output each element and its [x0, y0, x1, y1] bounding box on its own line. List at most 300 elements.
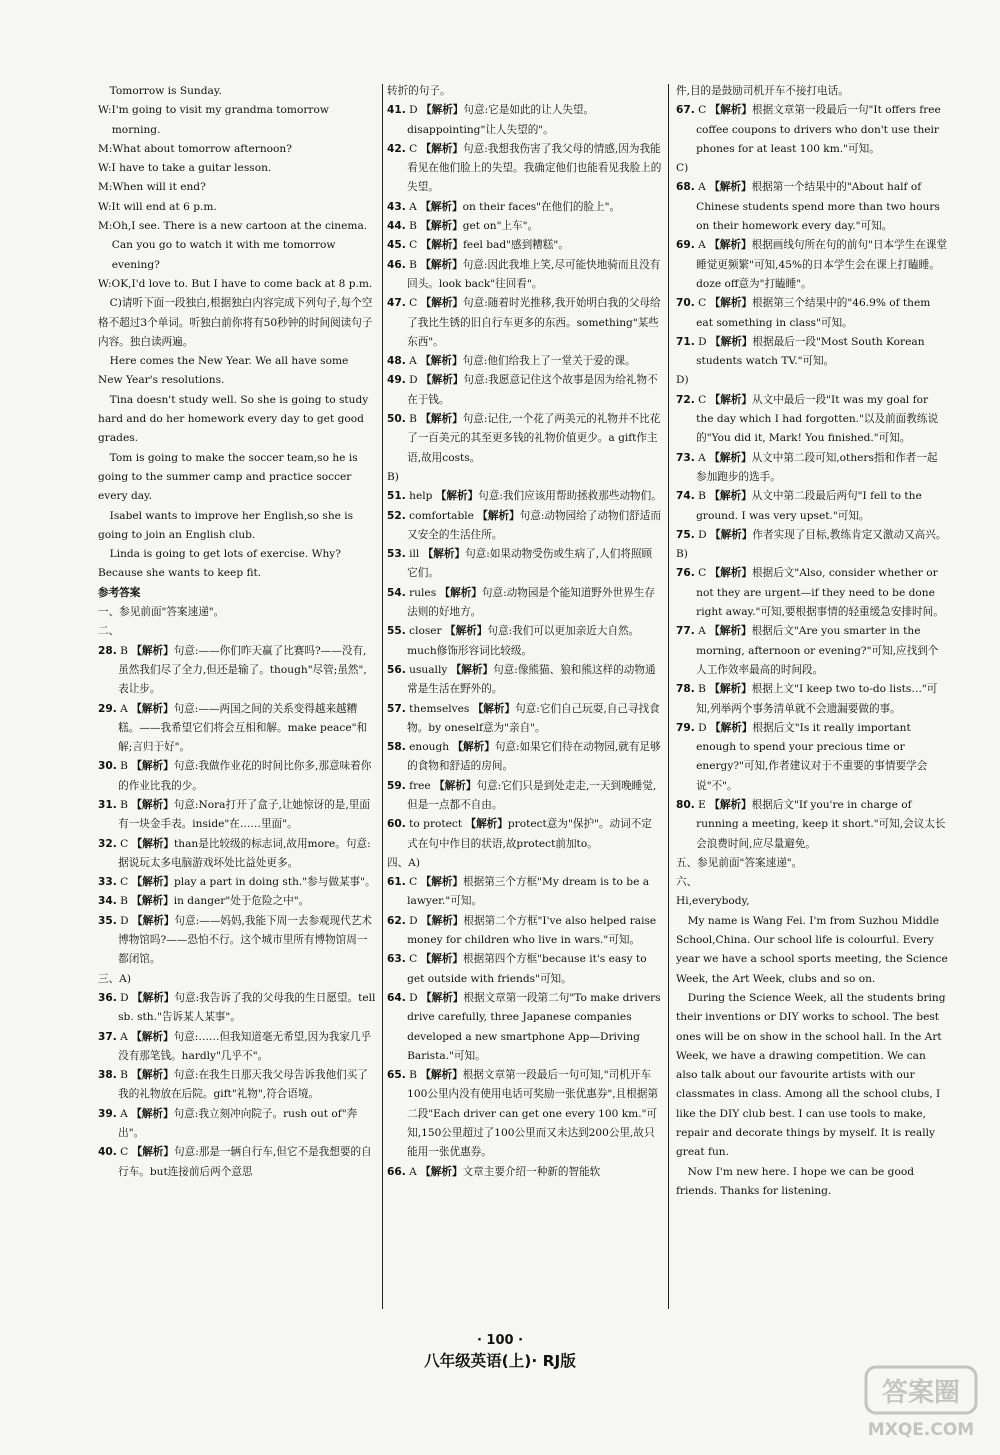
analysis-text: 句意:那是一辆自行车,但它不是我想要的自行车。but连接前后两个意思 — [118, 1146, 372, 1178]
analysis-text: 根据第三个方框"My dream is to be a lawyer."可知。 — [407, 876, 650, 908]
answer-entry — [387, 487, 662, 506]
answer-key: B — [409, 258, 417, 271]
question-number: 74. — [676, 490, 695, 503]
answer-key: A — [409, 355, 417, 368]
analysis-text: 句意:我想我伤害了我父母的情感,因为我能看见在他们脸上的失望。我确定他们也能看见我脸上的失望。 — [407, 142, 662, 194]
analysis-tag: 【解析】 — [709, 490, 752, 503]
question-number: 40. — [98, 1146, 117, 1159]
answer-entry — [387, 256, 662, 295]
analysis-tag: 【解析】 — [131, 1069, 174, 1082]
question-number: 51. — [387, 490, 406, 503]
question-number: 35. — [98, 914, 117, 927]
question-number: 50. — [387, 413, 406, 426]
analysis-text: in danger"处于危险之中"。 — [173, 895, 310, 908]
analysis-text: 句意:如果它们待在动物园,就有足够的食物和舒适的房间。 — [407, 741, 661, 773]
answer-key: C — [698, 104, 707, 117]
analysis-tag: 【解析】 — [434, 779, 477, 792]
answer-entry — [387, 507, 662, 546]
answer-key: E — [698, 798, 706, 811]
section-label: 四、A) — [387, 856, 420, 869]
analysis-tag: 【解析】 — [132, 914, 175, 927]
answer-list — [98, 642, 376, 1182]
question-number: 31. — [98, 798, 117, 811]
analysis-text: 文章主要介绍一种新的智能软 — [462, 1165, 601, 1178]
section-label: 二、 — [98, 625, 120, 638]
answer-key: A — [698, 451, 706, 464]
answer-key: D — [409, 991, 418, 1004]
analysis-text: 根据文章第一段最后一句"It offers free coffee coupons to drivers who don't use their phones for at least 100 km."可知。 — [696, 104, 941, 155]
answer-entry — [676, 680, 948, 719]
dialogue-line: W:OK,I'd love to. But I have to come back at 8 p.m. — [98, 277, 373, 290]
question-number: 49. — [387, 374, 406, 387]
question-number: 33. — [98, 876, 117, 889]
answer-key: ill — [409, 548, 420, 561]
answer-key: to protect — [409, 818, 463, 831]
answer-key: C — [120, 1146, 129, 1159]
analysis-tag: 【解析】 — [472, 702, 516, 715]
column-left — [98, 82, 376, 1182]
section-instruction: C)请听下面一段独白,根据独白内容完成下列句子,每个空格不超过3个单词。听独白前你将有50秒钟的时间阅读句子内容。独白读两遍。 — [98, 297, 373, 348]
analysis-tag: 【解析】 — [420, 413, 463, 426]
answer-key: C — [409, 297, 418, 310]
answer-list — [676, 564, 948, 853]
question-number: 44. — [387, 220, 406, 233]
watermark-text-top: 答案圈 — [881, 1378, 961, 1408]
answer-key: rules — [409, 586, 437, 599]
essay-paragraph: My name is Wang Fei. I'm from Suzhou Middle School,China. Our school life is colourful. Every year we have a school sports meeting, the Science Week, the Art Week, clubs and so on. — [676, 914, 948, 985]
analysis-tag: 【解析】 — [710, 721, 753, 734]
analysis-tag: 【解析】 — [465, 818, 508, 831]
answer-entry — [98, 642, 376, 700]
analysis-text: protect意为"保护"。动词不定式在句中作目的状语,故protect前加to。 — [407, 818, 652, 850]
answer-key: A — [120, 702, 128, 715]
answer-key: A — [409, 1165, 417, 1178]
analysis-text: 句意:我愿意记住这个故事是因为给礼物不在于钱。 — [407, 374, 658, 406]
answer-key: B — [120, 895, 128, 908]
question-number: 42. — [387, 142, 406, 155]
analysis-text: play a part in doing sth."参与做某事"。 — [174, 876, 376, 889]
analysis-text: on their faces"在他们的脸上"。 — [462, 200, 621, 213]
analysis-text: 句意:它们只是到处走走,一天到晚睡觉,但是一点都不自由。 — [407, 779, 657, 811]
answer-entry — [387, 661, 662, 700]
answer-list — [676, 178, 948, 371]
answer-key: B — [698, 683, 706, 696]
analysis-text: feel bad"感到糟糕"。 — [463, 239, 569, 252]
answer-key: D — [698, 528, 707, 541]
question-number: 52. — [387, 509, 406, 522]
answer-entry — [387, 584, 662, 623]
question-number: 61. — [387, 876, 406, 889]
answer-key: B — [409, 413, 417, 426]
answer-entry — [98, 873, 376, 892]
section-label: 三、A) — [98, 972, 131, 985]
dialogue-line: W:I'm going to visit my grandma tomorrow morning. — [98, 104, 329, 136]
analysis-text: 根据第四个方框"because it's easy to get outside with friends"可知。 — [407, 953, 647, 985]
analysis-text: 句意:我们应该用帮助拯救那些动物们。 — [478, 490, 662, 503]
question-number: 75. — [676, 528, 695, 541]
answer-entry — [387, 777, 662, 816]
answer-entry — [98, 892, 376, 911]
answer-entry — [98, 912, 376, 970]
analysis-text: 句意:Nora打开了盒子,让她惊讶的是,里面有一块金手表。inside"在……里面"。 — [118, 798, 370, 831]
analysis-text: 句意:——妈妈,我能下周一去参观现代艺术博物馆吗?——恐怕不行。这个城市里所有博物馆周一都闭馆。 — [118, 914, 373, 966]
analysis-tag: 【解析】 — [421, 991, 464, 1004]
question-number: 28. — [98, 644, 117, 657]
analysis-tag: 【解析】 — [132, 991, 175, 1004]
question-number: 43. — [387, 200, 406, 213]
analysis-text: 根据文章第一段最后一句可知,"司机开车100公里内没有使用电话可奖励一张优惠券",且根据第二段"Each driver can get one every 100 km."可知,150公里超过了100公里而又未达到200公里,故只能用一张优惠券。 — [407, 1069, 659, 1159]
answer-key: D — [120, 991, 129, 1004]
analysis-tag: 【解析】 — [709, 181, 752, 194]
column-divider — [382, 84, 383, 1309]
question-number: 60. — [387, 818, 406, 831]
question-number: 47. — [387, 297, 406, 310]
watermark-text-bottom: MXQE.COM — [867, 1420, 975, 1440]
question-number: 71. — [676, 335, 695, 348]
question-number: 55. — [387, 625, 406, 638]
analysis-tag: 【解析】 — [420, 953, 464, 966]
analysis-tag: 【解析】 — [131, 1030, 174, 1043]
analysis-text: get on"上车"。 — [462, 220, 539, 233]
monologue-paragraph: Here comes the New Year. We all have some New Year's resolutions. — [98, 355, 349, 387]
analysis-tag: 【解析】 — [709, 451, 752, 464]
answer-key: enough — [409, 741, 450, 754]
answer-entry — [98, 835, 376, 874]
answer-entry — [676, 719, 948, 796]
answer-list — [387, 101, 662, 1182]
dialogue-line: W:I have to take a guitar lesson. — [98, 162, 272, 175]
analysis-tag: 【解析】 — [420, 200, 463, 213]
answer-key: closer — [409, 625, 442, 638]
analysis-tag: 【解析】 — [421, 104, 464, 117]
question-number: 59. — [387, 779, 406, 792]
answer-entry — [387, 873, 662, 912]
answer-key: A — [698, 239, 706, 252]
answer-entry — [676, 487, 948, 526]
analysis-tag: 【解析】 — [420, 297, 464, 310]
question-number: 62. — [387, 914, 406, 927]
answer-entry — [676, 178, 948, 236]
question-number: 32. — [98, 837, 117, 850]
analysis-tag: 【解析】 — [421, 374, 464, 387]
answer-entry — [387, 912, 662, 951]
question-number: 76. — [676, 567, 695, 580]
answer-key: A — [698, 625, 706, 638]
analysis-text: 句意:它们自己玩耍,自己寻找食物。by oneself意为"亲自"。 — [407, 702, 660, 734]
dialogue-line: Tomorrow is Sunday. — [109, 85, 222, 97]
answer-entry — [387, 101, 662, 140]
monologue-paragraph: Tina doesn't study well. So she is going to study hard and do her homework every day to get good grades. — [98, 393, 369, 445]
analysis-tag: 【解析】 — [709, 567, 753, 580]
analysis-tag: 【解析】 — [709, 683, 752, 696]
question-number: 41. — [387, 104, 406, 117]
answer-key: themselves — [409, 702, 470, 715]
question-number: 73. — [676, 451, 695, 464]
question-number: 64. — [387, 991, 406, 1004]
analysis-tag: 【解析】 — [709, 393, 753, 406]
analysis-text: 句意:因此我堆上笑,尽可能快地骑而且没有回头。look back"往回看"。 — [407, 258, 661, 290]
analysis-tag: 【解析】 — [435, 490, 479, 503]
answer-key: help — [409, 490, 433, 503]
answer-key: D — [409, 374, 418, 387]
question-number: 70. — [676, 297, 695, 310]
answer-entry — [98, 989, 376, 1028]
answer-entry — [387, 217, 662, 236]
analysis-tag: 【解析】 — [450, 663, 494, 676]
question-number: 45. — [387, 239, 406, 252]
analysis-tag: 【解析】 — [709, 297, 753, 310]
monologue-paragraph: Tom is going to make the soccer team,so he is going to the summer camp and practice soccer every day. — [98, 451, 358, 503]
analysis-tag: 【解析】 — [477, 509, 520, 522]
analysis-tag: 【解析】 — [420, 239, 464, 252]
answer-key: C — [409, 876, 418, 889]
section-label: 六、 — [676, 876, 698, 889]
section-label: C) — [676, 162, 689, 175]
monologue-paragraph: Linda is going to get lots of exercise. Why? Because she wants to keep fit. — [98, 548, 341, 580]
question-number: 79. — [676, 721, 695, 734]
question-number: 63. — [387, 953, 406, 966]
answer-entry — [387, 236, 662, 255]
question-number: 69. — [676, 239, 695, 252]
answer-key: free — [409, 779, 431, 792]
answer-entry — [98, 1143, 376, 1182]
answer-key: D — [698, 721, 707, 734]
answer-entry — [676, 622, 948, 680]
analysis-tag: 【解析】 — [710, 528, 753, 541]
answer-entry — [98, 700, 376, 758]
carry-over-text: 件,目的是鼓励司机开车不接打电话。 — [676, 85, 849, 97]
analysis-tag: 【解析】 — [131, 895, 174, 908]
analysis-tag: 【解析】 — [709, 104, 753, 117]
answer-entry — [387, 352, 662, 371]
analysis-tag: 【解析】 — [131, 1146, 175, 1159]
question-number: 77. — [676, 625, 695, 638]
analysis-tag: 【解析】 — [131, 760, 174, 773]
answer-entry — [98, 1066, 376, 1105]
analysis-tag: 【解析】 — [420, 220, 463, 233]
answer-entry — [676, 526, 948, 545]
analysis-text: 根据画线句所在句的前句"日本学生在课堂睡觉更频繁"可知,45%的日本学生会在课上打瞌睡。doze off意为"打瞌睡"。 — [696, 239, 948, 290]
answer-entry — [676, 294, 948, 333]
answer-key: D — [409, 914, 418, 927]
answer-key: C — [120, 837, 129, 850]
answer-key: C — [698, 393, 707, 406]
analysis-text: 句意:动物园是个能知道野外世界生存法则的好地方。 — [407, 586, 655, 619]
question-number: 29. — [98, 702, 117, 715]
analysis-tag: 【解析】 — [445, 625, 488, 638]
question-number: 48. — [387, 355, 406, 368]
analysis-tag: 【解析】 — [131, 798, 174, 811]
answer-key: B — [120, 644, 128, 657]
column-divider — [668, 84, 669, 1309]
analysis-text: 根据后文"Also, consider whether or not they are urgent—if they need to be done right away."可知,要根据事情的轻重缓急安排时间。 — [696, 567, 944, 619]
analysis-tag: 【解析】 — [710, 335, 753, 348]
answer-entry — [387, 294, 662, 352]
answer-key: A — [409, 200, 417, 213]
essay-greeting: Hi,everybody, — [676, 895, 750, 908]
question-number: 80. — [676, 798, 695, 811]
analysis-tag: 【解析】 — [420, 876, 464, 889]
analysis-text: 句意:我立刻冲向院子。rush out of"奔出"。 — [118, 1107, 358, 1140]
question-number: 67. — [676, 104, 695, 117]
monologue-paragraph: Isabel wants to improve her English,so she is going to join an English club. — [98, 509, 354, 541]
analysis-text: 句意:动物园给了动物们舒适而又安全的生活住所。 — [407, 509, 661, 541]
analysis-text: 句意:在我生日那天我父母告诉我他们买了我的礼物放在后院。gift"礼物",符合语境。 — [118, 1069, 368, 1101]
answer-entry — [676, 796, 948, 854]
answer-entry — [387, 700, 662, 739]
answer-key: usually — [409, 663, 448, 676]
question-number: 68. — [676, 181, 695, 194]
answer-entry — [387, 140, 662, 198]
analysis-tag: 【解析】 — [131, 876, 175, 889]
analysis-tag: 【解析】 — [421, 914, 464, 927]
analysis-text: 句意:像熊猫、狼和熊这样的动物通常是生活在野外的。 — [407, 663, 656, 696]
dialogue-line: M:When will it end? — [98, 181, 206, 194]
answer-key: B — [120, 1069, 128, 1082]
analysis-tag: 【解析】 — [420, 142, 464, 155]
section-label: 一、参见前面"答案速递"。 — [98, 606, 225, 619]
watermark-logo — [862, 1363, 980, 1443]
page-number: · 100 · — [476, 1333, 524, 1348]
analysis-tag: 【解析】 — [452, 741, 495, 754]
question-number: 36. — [98, 991, 117, 1004]
analysis-tag: 【解析】 — [420, 1165, 463, 1178]
question-number: 37. — [98, 1030, 117, 1043]
answer-key: B — [120, 798, 128, 811]
analysis-tag: 【解析】 — [439, 586, 482, 599]
answer-entry — [387, 989, 662, 1066]
section-label: D) — [676, 374, 689, 387]
answer-entry — [387, 545, 662, 584]
analysis-text: 根据第一个结果中的"About half of Chinese students spend more than two hours on their homework every day."可知。 — [696, 181, 940, 233]
column-middle — [387, 82, 662, 1182]
column-right — [676, 82, 948, 1201]
answer-entry — [98, 1028, 376, 1067]
analysis-text: 从文中最后一段"It was my goal for the day which I had forgotten."以及前面教练说的"You did it, Mark! You finished."可知。 — [696, 393, 939, 445]
question-number: 30. — [98, 760, 117, 773]
analysis-text: 根据第二个方框"I've also helped raise money for children who live in wars."可知。 — [407, 914, 657, 947]
answer-key: comfortable — [409, 509, 474, 522]
answer-entry — [676, 101, 948, 159]
section-label: B) — [387, 470, 399, 483]
answer-entry — [676, 333, 948, 372]
answer-entry — [387, 738, 662, 777]
answer-entry — [98, 796, 376, 835]
answer-entry — [98, 1105, 376, 1144]
analysis-tag: 【解析】 — [131, 702, 174, 715]
question-number: 38. — [98, 1069, 117, 1082]
answer-key: C — [698, 567, 707, 580]
answer-key: B — [698, 490, 706, 503]
analysis-text: 句意:随着时光推移,我开始明白我的父母给了我比生锈的旧自行车更多的东西。something"某些东西"。 — [407, 297, 661, 348]
answer-key: D — [120, 914, 129, 927]
question-number: 58. — [387, 741, 406, 754]
question-number: 34. — [98, 895, 117, 908]
book-label: 八年级英语(上)· RJ版 — [424, 1352, 576, 1370]
analysis-tag: 【解析】 — [422, 548, 466, 561]
analysis-tag: 【解析】 — [709, 239, 752, 252]
answer-entry — [387, 410, 662, 468]
analysis-tag: 【解析】 — [131, 1107, 174, 1120]
question-number: 65. — [387, 1069, 406, 1082]
answer-key: C — [409, 142, 418, 155]
question-number: 78. — [676, 683, 695, 696]
answer-entry — [387, 1066, 662, 1162]
analysis-text: 根据最后一段"Most South Korean students watch TV."可知。 — [696, 335, 925, 368]
question-number: 54. — [387, 586, 406, 599]
answer-key: B — [120, 760, 128, 773]
question-number: 39. — [98, 1107, 117, 1120]
analysis-text: 句意:——你们昨天赢了比赛吗?——没有,虽然我们尽了全力,但还是输了。though"尽管;虽然",表让步。 — [118, 644, 367, 696]
analysis-text: 句意:他们给我上了一堂关于爱的课。 — [462, 355, 636, 368]
analysis-tag: 【解析】 — [709, 798, 752, 811]
question-number: 66. — [387, 1165, 406, 1178]
answer-key: A — [120, 1107, 128, 1120]
answer-entry — [387, 198, 662, 217]
answer-key: D — [409, 104, 418, 117]
question-number: 57. — [387, 702, 406, 715]
answer-key: D — [698, 335, 707, 348]
answer-key: C — [120, 876, 129, 889]
analysis-tag: 【解析】 — [131, 644, 174, 657]
analysis-tag: 【解析】 — [420, 355, 463, 368]
analysis-text: 根据上文"I keep two to-do lists…"可知,列举两个事务清单就不会遗漏要做的事。 — [696, 683, 938, 715]
analysis-tag: 【解析】 — [709, 625, 752, 638]
analysis-text: 根据后文"Is it really important enough to spend your precious time or energy?"可知,作者建议对于不重要的事情要学会说"不"。 — [696, 721, 928, 792]
answer-entry — [676, 236, 948, 294]
answer-list — [676, 101, 948, 159]
analysis-text: 句意:我告诉了我的父母我的生日愿望。tell sb. sth."告诉某人某事"。 — [118, 991, 376, 1024]
answer-list — [676, 391, 948, 545]
answer-key: C — [698, 297, 707, 310]
answer-entry — [676, 564, 948, 622]
answer-entry — [387, 1163, 662, 1182]
question-number: 46. — [387, 258, 406, 271]
answer-key: B — [409, 1069, 417, 1082]
essay-paragraph: During the Science Week, all the students bring their inventions or DIY works to school. The best ones will be on show in the school hall. In the Art Week, we have a drawing competition. We can also talk about our favourite artists with our classmates in class. Among all the school clubs, I like the DIY club best. I can use tools to make, repair and decorate things by myself. It is really great fun. — [676, 991, 946, 1159]
analysis-text: 根据后文"If you're in charge of running a meeting, keep it short."可知,会议太长会浪费时间,应尽量避免。 — [696, 798, 946, 850]
section-label: 五、参见前面"答案速递"。 — [676, 856, 803, 869]
analysis-text: 根据文章第一段第二句"To make drivers drive carefully, three Japanese companies developed a new smartphone App—Driving Barista."可知。 — [407, 991, 661, 1062]
carry-over-text: 转折的句子。 — [387, 85, 451, 97]
essay-paragraph: Now I'm new here. I hope we can be good friends. Thanks for listening. — [676, 1165, 914, 1197]
question-number: 72. — [676, 393, 695, 406]
answer-entry — [98, 757, 376, 796]
answer-entry — [387, 371, 662, 410]
analysis-text: 句意:它是如此的让人失望。disappointing"让人失望的"。 — [407, 104, 595, 136]
analysis-text: 句意:我做作业花的时间比你多,那意味着你的作业比我的少。 — [118, 760, 372, 792]
dialogue-line: M:Oh,I see. There is a new cartoon at the cinema. Can you go to watch it with me tomorrow evening? — [98, 220, 368, 271]
analysis-text: 句意:我们可以更加亲近大自然。much修饰形容词比较级。 — [407, 625, 640, 657]
analysis-text: 作者实现了目标,教练肯定又激动又高兴。 — [752, 528, 947, 541]
answer-entry — [676, 391, 948, 449]
answer-key: C — [409, 239, 418, 252]
answer-key: C — [409, 953, 418, 966]
answer-key: A — [120, 1030, 128, 1043]
analysis-text: 句意:记住,一个花了两美元的礼物并不比花了一百美元的其至更多钱的礼物价值更少。a gift作主语,故用costs。 — [407, 413, 661, 464]
answer-key: B — [409, 220, 417, 233]
section-label: B) — [676, 548, 688, 561]
analysis-text: 根据第三个结果中的"46.9% of them eat something in class"可知。 — [696, 297, 931, 329]
answer-heading: 参考答案 — [98, 586, 141, 599]
answer-entry — [387, 622, 662, 661]
analysis-text: 句意:……但我知道毫无希望,因为我家几乎没有那笔钱。hardly"几乎不"。 — [118, 1030, 372, 1062]
analysis-text: 句意:——两国之间的关系变得越来越糟糕。——我希望它们将会互相和解。make peace"和解;言归于好"。 — [118, 702, 368, 754]
analysis-tag: 【解析】 — [420, 258, 463, 271]
answer-entry — [387, 815, 662, 854]
analysis-text: 根据后文"Are you smarter in the morning, afternoon or evening?"可知,应找到个人工作效率最高的时间段。 — [696, 625, 939, 676]
question-number: 56. — [387, 663, 406, 676]
